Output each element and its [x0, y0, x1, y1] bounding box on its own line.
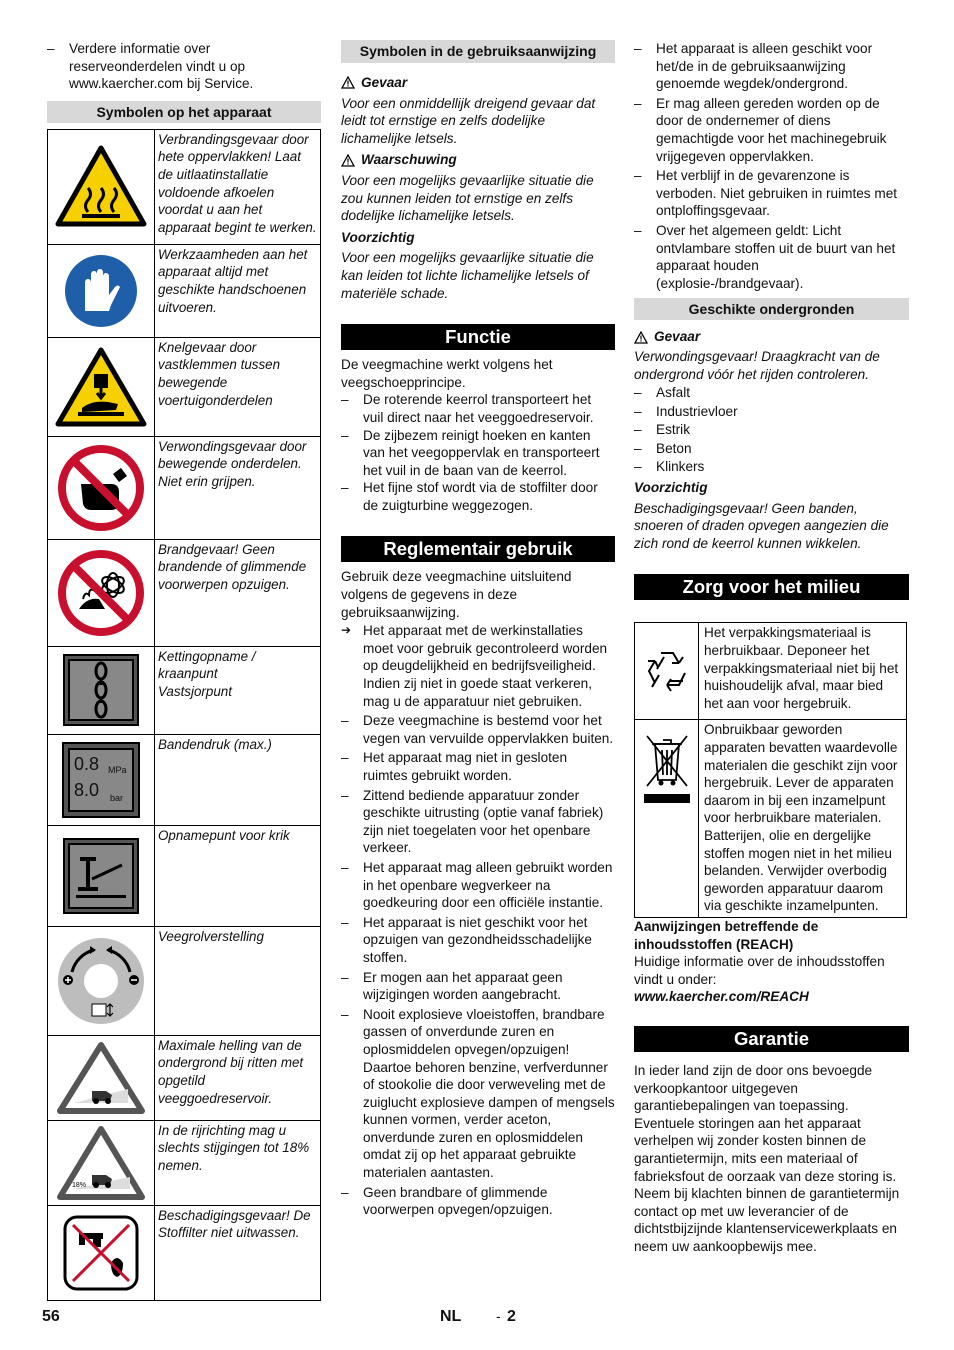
danger-title: Gevaar — [654, 329, 701, 345]
section-heading-symbols-manual: Symbolen in de gebruiksaanwijzing — [341, 40, 615, 63]
recycle-icon — [639, 643, 695, 699]
symbol-row — [48, 129, 321, 244]
section-heading-functie: Functie — [341, 324, 615, 350]
list-item: – Estrik — [634, 421, 909, 439]
warning-triangle-icon — [634, 331, 648, 344]
env-text: Onbruikbaar geworden apparaten bevatten waardevolle materialen die geschikt zijn voor hergebruik. Lever de apparaten daarom in bij een inzamelpunt voor herbruikbare materialen. Batterijen, olie en dergelijke stoffen mogen niet in het milieu belanden. Verwijder overbodig geworden apparatuur daarom via geschikte inzamelpunten. — [699, 720, 907, 918]
symbol-text: Knelgevaar door vastklemmen tussen bewegende voertuigonderdelen — [155, 337, 321, 436]
list-item: – Er mag alleen gereden worden op de door de ondernemer of diens gemachtigde voor het machinegebruik vrijgegeven oppervlakken. — [634, 95, 909, 165]
symbol-text: Brandgevaar! Geen brandende of glimmende voorwerpen opzuigen. — [155, 539, 321, 646]
env-row — [635, 623, 907, 720]
symbol-icon-cell — [48, 1035, 155, 1120]
tyre-value-1: 0.8 — [74, 753, 100, 774]
symbol-row — [48, 926, 321, 1035]
symbol-row — [48, 244, 321, 337]
reach-title: Aanwijzingen betreffende de inhoudsstoffen (REACH) — [634, 918, 819, 952]
danger-heading — [341, 74, 615, 92]
list-item: – Er mogen aan het apparaat geen wijzigingen worden aangebracht. — [341, 969, 615, 1004]
symbol-icon-cell — [48, 1205, 155, 1300]
functie-intro: De veegmachine werkt volgens het veegschoepprincipe. — [341, 357, 553, 390]
no-burning-objects-icon — [57, 549, 145, 637]
list-item: – Over het algemeen geldt: Licht ontvlambare stoffen uit de buurt van het apparaat houden (explosie-/brandgevaar). — [634, 222, 909, 292]
reg-arrow-item: ➔ Het apparaat met de werkinstallaties moet voor gebruik gecontroleerd worden op deugdelijkheid en bedrijfsveiligheid. Indien zij niet in goede staat verkeren, mag u de apparatuur niet gebruiken. — [341, 622, 615, 710]
reach-url[interactable]: www.kaercher.com/REACH — [634, 989, 809, 1005]
symbol-row — [48, 646, 321, 734]
list-item: – De zijbezem reinigt hoeken en kanten van het veegoppervlak en transporteert het vuil in de baan van de keerrol. — [341, 427, 615, 480]
reg-list — [341, 712, 615, 1219]
env-text: Het verpakkingsmateriaal is herbruikbaar. Deponeer het verpakkingsmateriaal niet bij het huishoudelijk afval, maar bied het aan voor hergebruik. — [699, 623, 907, 720]
env-row — [635, 720, 907, 918]
list-item: – Het fijne stof wordt via de stoffilter door de zuigturbine weggezogen. — [341, 479, 615, 514]
symbol-icon-cell — [48, 1120, 155, 1205]
hot-surface-warning-icon — [54, 144, 148, 230]
caution-title: Voorzichtig — [634, 480, 708, 496]
crush-hazard-icon — [54, 346, 148, 428]
symbol-text: Werkzaamheden aan het apparaat altijd met geschikte handschoenen uitvoeren. — [155, 244, 321, 337]
section-heading-garantie: Garantie — [634, 1026, 909, 1052]
caution-text: Voor een mogelijks gevaarlijke situatie die kan leiden tot lichte lichamelijke letsels of materiële schade. — [341, 250, 594, 301]
env-icon-cell — [635, 720, 699, 918]
section-heading-reglementair: Reglementair gebruik — [341, 536, 615, 562]
symbol-text: Opnamepunt voor krik — [155, 825, 321, 926]
caution-title: Voorzichtig — [341, 229, 415, 245]
tyre-unit-1: MPa — [108, 764, 127, 775]
symbol-text: Veegrolverstelling — [155, 926, 321, 1035]
warning-text: Voor een mogelijks gevaarlijke situatie die zou kunnen leiden tot ernstige en zelfs dodelijke lichamelijke letsels. — [341, 172, 594, 224]
list-item: – Nooit explosieve vloeistoffen, brandbare gassen of onverdunde zuren en oplosmiddelen opvegen/opzuigen! Daartoe behoren benzine, verfverdunner of stookolie die door verweveling met de zuiglucht explosieve dampen of mengsels kunnen vormen, verder aceton, onverdunde zuren en oplosmiddelen omdat zij op het apparaat gebruikte materialen aantasten. — [341, 1006, 615, 1182]
symbols-table — [47, 129, 321, 1301]
symbol-row — [48, 734, 321, 825]
symbol-text: Beschadigingsgevaar! De Stoffilter niet uitwassen. — [155, 1205, 321, 1300]
symbol-text: Maximale helling van de ondergrond bij ritten met opgetild veeggoedreservoir. — [155, 1035, 321, 1120]
column-3 — [634, 40, 909, 1255]
protective-gloves-icon — [63, 253, 139, 329]
bin-underline-bar — [644, 794, 690, 803]
list-item: – Geen brandbare of glimmende voorwerpen opvegen/opzuigen. — [341, 1184, 615, 1219]
slope-percent-label: 18% — [72, 1181, 87, 1189]
symbol-row — [48, 539, 321, 646]
list-item: – Het apparaat mag niet in gesloten ruimtes gebruikt worden. — [341, 749, 615, 784]
symbol-icon-cell — [48, 244, 155, 337]
column-2 — [341, 40, 615, 1219]
garantie-text: In ieder land zijn de door ons bevoegde verkoopkantoor uitgegeven garantiebepalingen van toepassing. Eventuele storingen aan het apparaat verhelpen wij zonder kosten binnen de garantietermijn, mits een materiaal of fabrieksfout de oorzaak van deze storing is. Neem bij klachten binnen de garantietermijn contact op met uw leverancier of de dichtstbijzijnde klantenservicewerkplaats en neem uw aankoopbewijs mee. — [634, 1062, 900, 1254]
list-item: – De roterende keerrol transporteert het vuil direct naar het veeggoedreservoir. — [341, 391, 615, 426]
symbol-icon-cell — [48, 129, 155, 244]
danger-text: Voor een onmiddellijk dreigend gevaar dat leidt tot ernstige en zelfs dodelijke lichamelijke letsels. — [341, 95, 596, 146]
section-heading-symbols-device: Symbolen op het apparaat — [47, 101, 321, 123]
chain-lashing-icon — [62, 653, 140, 727]
caution-text: Beschadigingsgevaar! Geen banden, snoeren of draden opvegen aangezien die zich rond de keerrol kunnen wikkelen. — [634, 500, 889, 551]
grounds-list — [634, 384, 909, 476]
list-item: – Asfalt — [634, 384, 909, 402]
symbol-text: Kettingopname / kraanpunt Vastsjorpunt — [155, 646, 321, 734]
symbol-icon-cell — [48, 436, 155, 539]
environment-table — [634, 622, 907, 918]
intro-text: – Verdere informatie over reserveonderdelen vindt u op www.kaercher.com bij Service. — [47, 40, 321, 93]
jack-point-icon — [62, 837, 140, 915]
list-item: – Zittend bediende apparatuur zonder geschikte uitrusting (optie vanaf fabriek) zijn niet toegelaten voor het openbare verkeer. — [341, 787, 615, 857]
list-item: – Industrievloer — [634, 403, 909, 421]
tyre-unit-2: bar — [110, 792, 124, 803]
symbol-row — [48, 1035, 321, 1120]
list-item: – Beton — [634, 440, 909, 458]
symbol-row — [48, 337, 321, 436]
footer-separator: - — [496, 1308, 501, 1324]
symbol-text: Verwondingsgevaar door bewegende onderdelen. Niet erin grijpen. — [155, 436, 321, 539]
tyre-value-2: 8.0 — [74, 779, 100, 800]
env-icon-cell — [635, 623, 699, 720]
page-number: 56 — [42, 1308, 60, 1325]
list-item: – Het apparaat mag alleen gebruikt worden in het openbare wegverkeer na goedkeuring door een officiële instantie. — [341, 859, 615, 912]
list-item: – Het apparaat is alleen geschikt voor het/de in de gebruiksaanwijzing genoemde wegdek/ondergrond. — [634, 40, 909, 93]
symbol-icon-cell — [48, 539, 155, 646]
max-slope-icon — [56, 1041, 146, 1115]
reach-text: Huidige informatie over de inhoudsstoffen vindt u onder: — [634, 954, 885, 987]
symbol-icon-cell — [48, 337, 155, 436]
column-1 — [47, 40, 321, 1301]
symbol-icon-cell — [48, 646, 155, 734]
no-wash-filter-icon — [63, 1215, 139, 1291]
list-item: – Deze veegmachine is bestemd voor het vegen van vervuilde oppervlakken buiten. — [341, 712, 615, 747]
warning-title: Waarschuwing — [361, 152, 457, 168]
list-item: – Het verblijf in de gevarenzone is verboden. Niet gebruiken in ruimtes met ontploffingsgevaar. — [634, 167, 909, 220]
language-code: NL — [440, 1308, 462, 1325]
symbol-row — [48, 436, 321, 539]
list-item: – Klinkers — [634, 458, 909, 476]
section-page-number: 2 — [507, 1308, 516, 1325]
symbol-text: In de rijrichting mag u slechts stijgingen tot 18% nemen. — [155, 1120, 321, 1205]
danger-text: Verwondingsgevaar! Draagkracht van de ondergrond vóór het rijden controleren. — [634, 348, 880, 382]
symbol-text: Bandendruk (max.) — [155, 734, 321, 825]
symbol-icon-cell — [48, 734, 155, 825]
symbol-icon-cell — [48, 926, 155, 1035]
section-heading-milieu: Zorg voor het milieu — [634, 574, 909, 600]
warning-heading — [341, 151, 615, 169]
danger-title: Gevaar — [361, 75, 408, 90]
roller-adjust-icon — [56, 936, 146, 1026]
crossed-bin-icon — [641, 730, 693, 790]
symbol-row — [48, 1205, 321, 1300]
symbol-row — [48, 1120, 321, 1205]
warning-triangle-icon — [341, 76, 355, 89]
tyre-pressure-icon — [62, 742, 140, 818]
slope-18-icon — [56, 1125, 146, 1201]
symbol-text: Verbrandingsgevaar door hete oppervlakken! Laat de uitlaatinstallatie voldoende afkoelen voordat u aan het apparaat begint te werken. — [155, 129, 321, 244]
top-list — [634, 40, 909, 292]
symbol-icon-cell — [48, 825, 155, 926]
reg-intro: Gebruik deze veegmachine uitsluitend volgens de gegevens in deze gebruiksaanwijzing. — [341, 569, 572, 620]
list-item: – Het apparaat is niet geschikt voor het opzuigen van gezondheidsschadelijke stoffen. — [341, 914, 615, 967]
symbol-row — [48, 825, 321, 926]
no-reach-in-icon — [57, 444, 145, 532]
functie-list — [341, 391, 615, 514]
section-heading-grounds: Geschikte ondergronden — [634, 298, 909, 320]
warning-triangle-icon — [341, 154, 355, 167]
danger-heading — [634, 328, 909, 346]
